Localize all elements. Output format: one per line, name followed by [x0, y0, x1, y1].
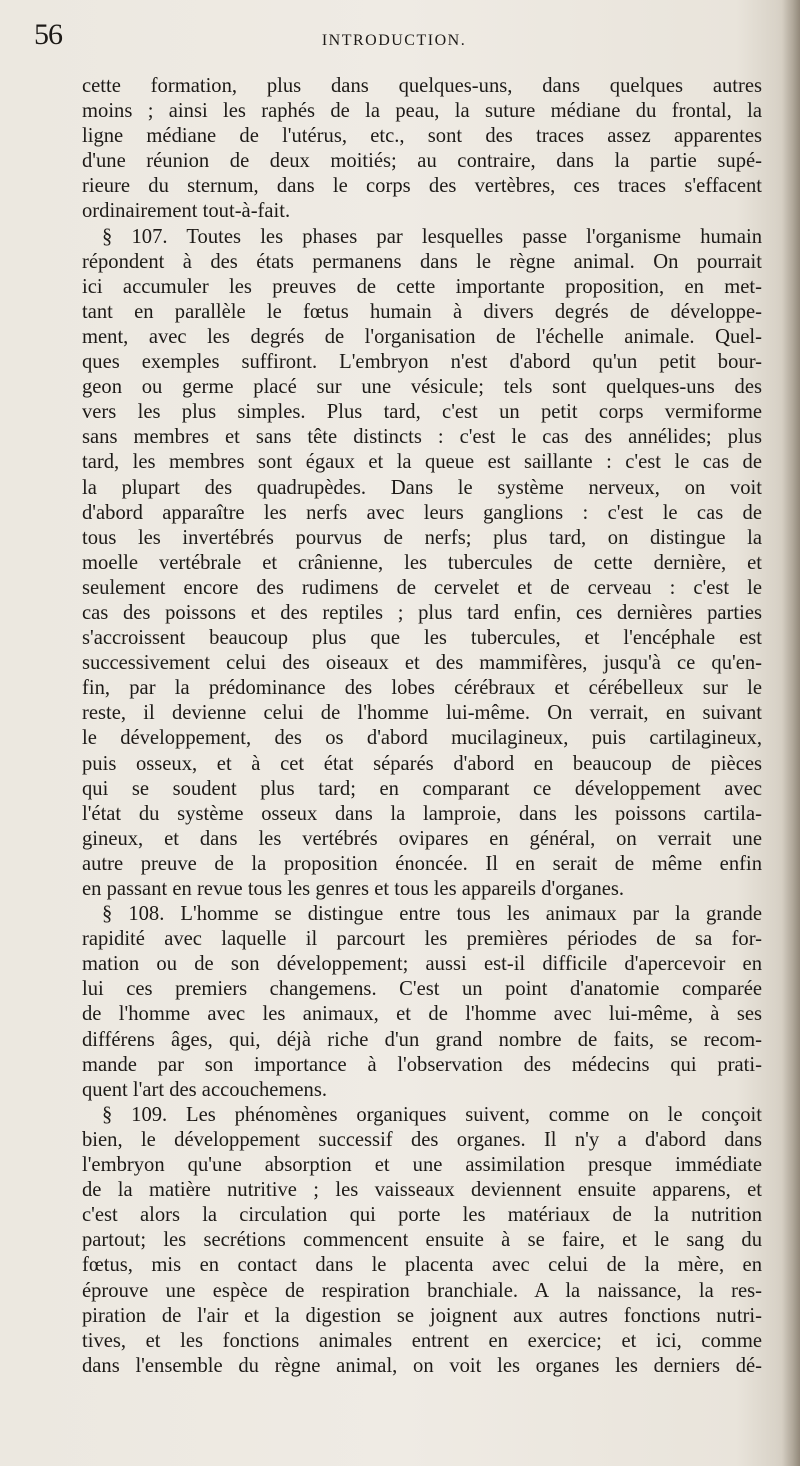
- text-line: qui se soudent plus tard; en comparant ce développement avec: [82, 777, 762, 800]
- text-line: puis osseux, et à cet état séparés d'abord en beaucoup de pièces: [82, 752, 762, 775]
- text-line: sans membres et sans tête distincts : c'est le cas des annélides; plus: [82, 426, 762, 449]
- text-line: ici accumuler les preuves de cette importante proposition, en met-: [82, 275, 762, 298]
- text-line: mation ou de son développement; aussi est-il difficile d'apercevoir en: [82, 953, 762, 976]
- text-line: mande par son importance à l'observation des médecins qui prati-: [82, 1053, 762, 1076]
- text-line: cette formation, plus dans quelques-uns, dans quelques autres: [82, 75, 762, 97]
- text-line: rieure du sternum, dans le corps des vertèbres, ces traces s'effacent: [82, 175, 762, 198]
- text-line: moelle vertébrale et crânienne, les tubercules de cette dernière, et: [82, 551, 762, 574]
- text-line: partout; les secrétions commencent ensuite à se faire, et le sang du: [82, 1229, 762, 1252]
- running-head: INTRODUCTION.: [321, 32, 467, 49]
- text-line: s'accroissent beaucoup plus que les tubercules, et l'encéphale est: [82, 627, 762, 650]
- text-line: dans l'ensemble du règne animal, on voit les organes les derniers dé-: [82, 1354, 762, 1377]
- text-line: de l'homme avec les animaux, et de l'homme avec lui-même, à ses: [82, 1003, 762, 1026]
- text-line: autre preuve de la proposition énoncée. Il en serait de même enfin: [82, 852, 762, 875]
- body-text: [82, 74, 762, 1379]
- text-line: ment, avec les degrés de l'organisation de l'échelle animale. Quel-: [82, 325, 762, 348]
- text-line: répondent à des états permanens dans le règne animal. On pourrait: [82, 250, 762, 273]
- text-line: ordinairement tout-à-fait.: [82, 200, 291, 223]
- paragraph-start-108: § 108. L'homme se distingue entre tous les animaux par la grande: [102, 903, 762, 926]
- text-line: successivement celui des oiseaux et des mammifères, jusqu'à ce qu'en-: [82, 652, 762, 675]
- text-line: tard, les membres sont égaux et la queue est saillante : c'est le cas de: [82, 451, 762, 474]
- text-line: la plupart des quadrupèdes. Dans le système nerveux, on voit: [82, 476, 762, 499]
- text-line: piration de l'air et la digestion se joignent aux autres fonctions nutri-: [82, 1304, 762, 1327]
- text-line: tives, et les fonctions animales entrent en exercice; et ici, comme: [82, 1329, 762, 1352]
- text-line: seulement encore des rudimens de cervelet et de cerveau : c'est le: [82, 576, 762, 599]
- text-line: cas des poissons et des reptiles ; plus tard enfin, ces dernières parties: [82, 601, 762, 624]
- text-line: gineux, et dans les vertébrés ovipares en général, on verrait une: [82, 827, 762, 850]
- text-line: d'une réunion de deux moitiés; au contraire, dans la partie supé-: [82, 150, 762, 173]
- text-line: ligne médiane de l'utérus, etc., sont des traces assez apparentes: [82, 125, 762, 148]
- text-line: le développement, des os d'abord mucilagineux, puis cartilagineux,: [82, 727, 762, 750]
- text-line: l'embryon qu'une absorption et une assimilation presque immédiate: [82, 1154, 762, 1177]
- text-line: en passant en revue tous les genres et tous les appareils d'organes.: [82, 878, 625, 900]
- text-line: geon ou germe placé sur une vésicule; tels sont quelques-uns des: [82, 376, 762, 399]
- text-line: ques exemples suffiront. L'embryon n'est d'abord qu'un petit bour-: [82, 351, 762, 374]
- page-edge-shadow: [782, 0, 800, 1466]
- text-line: fœtus, mis en contact dans le placenta avec celui de la mère, en: [82, 1254, 762, 1277]
- text-line: tant en parallèle le fœtus humain à divers degrés de développe-: [82, 300, 762, 323]
- text-line: différens âges, qui, déjà riche d'un grand nombre de faits, se recom-: [82, 1028, 762, 1051]
- text-line: bien, le développement successif des organes. Il n'y a d'abord dans: [82, 1128, 762, 1151]
- paragraph-start-109: § 109. Les phénomènes organiques suivent, comme on le conçoit: [102, 1103, 762, 1126]
- text-line: rapidité avec laquelle il parcourt les premières périodes de sa for-: [82, 928, 762, 951]
- text-line: c'est alors la circulation qui porte les matériaux de la nutrition: [82, 1204, 762, 1227]
- text-line: fin, par la prédominance des lobes cérébraux et cérébelleux sur le: [82, 677, 762, 700]
- text-line: lui ces premiers changemens. C'est un point d'anatomie comparée: [82, 978, 762, 1001]
- text-line: éprouve une espèce de respiration branchiale. A la naissance, la res-: [82, 1279, 762, 1302]
- page-header: [34, 18, 754, 58]
- text-line: moins ; ainsi les raphés de la peau, la suture médiane du frontal, la: [82, 100, 762, 123]
- text-line: de la matière nutritive ; les vaisseaux deviennent ensuite apparens, et: [82, 1179, 762, 1202]
- page-number: 56: [34, 18, 62, 51]
- text-line: tous les invertébrés pourvus de nerfs; plus tard, on distingue la: [82, 526, 762, 549]
- text-line: l'état du système osseux dans la lamproie, dans les poissons cartila-: [82, 802, 762, 825]
- text-line: d'abord apparaître les nerfs avec leurs ganglions : c'est le cas de: [82, 501, 762, 524]
- text-line: quent l'art des accouchemens.: [82, 1078, 328, 1101]
- text-line: vers les plus simples. Plus tard, c'est un petit corps vermiforme: [82, 401, 762, 424]
- text-line: reste, il devienne celui de l'homme lui-même. On verrait, en suivant: [82, 702, 762, 725]
- paragraph-start-107: § 107. Toutes les phases par lesquelles passe l'organisme humain: [102, 225, 762, 248]
